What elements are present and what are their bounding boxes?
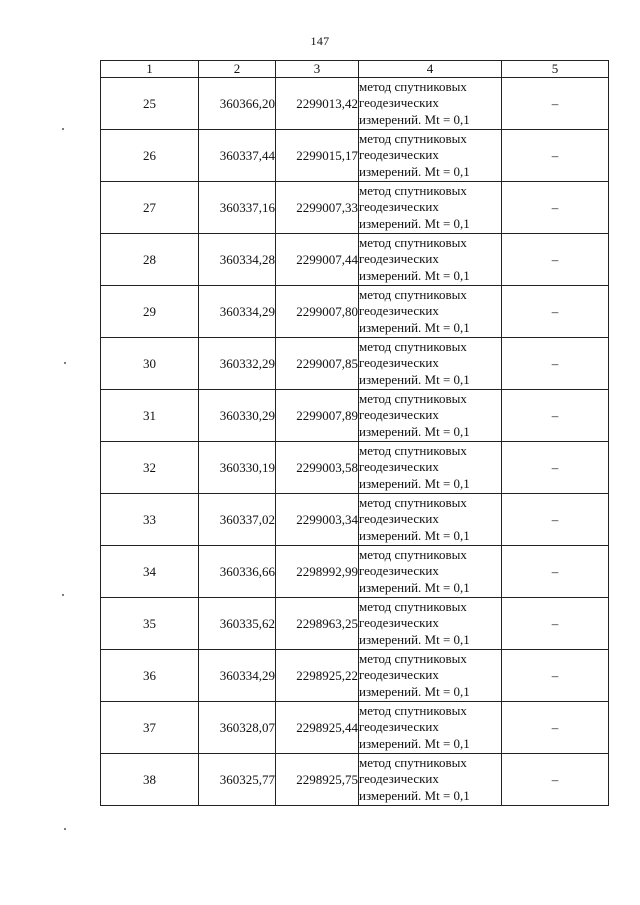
method-line: измерений. Mt = 0,1 <box>359 163 470 179</box>
y-coordinate-cell: 2298925,44 <box>276 702 359 754</box>
method-line: метод спутниковых <box>359 546 467 562</box>
method-cell <box>359 390 502 442</box>
y-coordinate-cell: 2298992,99 <box>276 546 359 598</box>
header-cell-extra: 5 <box>502 61 609 78</box>
point-number-cell: 27 <box>101 182 199 234</box>
scan-speck <box>62 128 64 130</box>
method-line: геодезических <box>359 303 439 319</box>
method-line: метод спутниковых <box>359 702 467 718</box>
table-row <box>101 78 609 130</box>
method-cell <box>359 442 502 494</box>
x-coordinate-cell: 360334,29 <box>199 286 276 338</box>
y-coordinate-cell: 2299007,33 <box>276 182 359 234</box>
method-line: геодезических <box>359 355 439 371</box>
method-line: метод спутниковых <box>359 286 467 302</box>
point-number-cell: 32 <box>101 442 199 494</box>
point-number-cell: 29 <box>101 286 199 338</box>
method-line: геодезических <box>359 771 439 787</box>
method-line: геодезических <box>359 407 439 423</box>
table-row <box>101 338 609 390</box>
point-number-cell: 30 <box>101 338 199 390</box>
extra-cell: – <box>502 390 609 442</box>
point-number-cell: 37 <box>101 702 199 754</box>
method-cell <box>359 78 502 130</box>
extra-cell: – <box>502 598 609 650</box>
y-coordinate-cell: 2299007,44 <box>276 234 359 286</box>
y-coordinate-cell: 2299007,89 <box>276 390 359 442</box>
extra-cell: – <box>502 286 609 338</box>
method-line: метод спутниковых <box>359 494 467 510</box>
y-coordinate-cell: 2298963,25 <box>276 598 359 650</box>
x-coordinate-cell: 360366,20 <box>199 78 276 130</box>
method-line: измерений. Mt = 0,1 <box>359 579 470 595</box>
method-line: измерений. Mt = 0,1 <box>359 215 470 231</box>
table-row <box>101 182 609 234</box>
table-row <box>101 598 609 650</box>
method-line: геодезических <box>359 459 439 475</box>
point-number-cell: 36 <box>101 650 199 702</box>
method-line: метод спутниковых <box>359 390 467 406</box>
point-number-cell: 28 <box>101 234 199 286</box>
method-line: измерений. Mt = 0,1 <box>359 267 470 283</box>
method-line: измерений. Mt = 0,1 <box>359 319 470 335</box>
method-line: измерений. Mt = 0,1 <box>359 111 470 127</box>
method-cell <box>359 494 502 546</box>
method-line: метод спутниковых <box>359 234 467 250</box>
y-coordinate-cell: 2299007,85 <box>276 338 359 390</box>
x-coordinate-cell: 360334,28 <box>199 234 276 286</box>
method-line: измерений. Mt = 0,1 <box>359 631 470 647</box>
point-number-cell: 38 <box>101 754 199 806</box>
extra-cell: – <box>502 702 609 754</box>
method-cell <box>359 182 502 234</box>
y-coordinate-cell: 2298925,22 <box>276 650 359 702</box>
method-line: геодезических <box>359 667 439 683</box>
coordinates-table <box>100 60 609 806</box>
x-coordinate-cell: 360334,29 <box>199 650 276 702</box>
x-coordinate-cell: 360328,07 <box>199 702 276 754</box>
method-line: геодезических <box>359 95 439 111</box>
table-row <box>101 702 609 754</box>
method-line: метод спутниковых <box>359 598 467 614</box>
extra-cell: – <box>502 546 609 598</box>
method-line: геодезических <box>359 719 439 735</box>
x-coordinate-cell: 360337,16 <box>199 182 276 234</box>
extra-cell: – <box>502 494 609 546</box>
method-cell <box>359 754 502 806</box>
table-body <box>101 78 609 806</box>
table-row <box>101 130 609 182</box>
scan-speck <box>62 594 64 596</box>
point-number-cell: 25 <box>101 78 199 130</box>
table-row <box>101 754 609 806</box>
point-number-cell: 34 <box>101 546 199 598</box>
method-line: метод спутниковых <box>359 442 467 458</box>
page-number: 147 <box>310 34 330 48</box>
method-cell <box>359 338 502 390</box>
scan-speck <box>64 828 66 830</box>
x-coordinate-cell: 360336,66 <box>199 546 276 598</box>
x-coordinate-cell: 360335,62 <box>199 598 276 650</box>
method-cell <box>359 702 502 754</box>
header-cell-x: 2 <box>199 61 276 78</box>
x-coordinate-cell: 360337,02 <box>199 494 276 546</box>
table-row <box>101 286 609 338</box>
y-coordinate-cell: 2299003,34 <box>276 494 359 546</box>
method-line: геодезических <box>359 511 439 527</box>
scan-speck <box>64 362 66 364</box>
method-line: метод спутниковых <box>359 130 467 146</box>
method-line: геодезических <box>359 199 439 215</box>
method-line: геодезических <box>359 615 439 631</box>
point-number-cell: 26 <box>101 130 199 182</box>
y-coordinate-cell: 2299013,42 <box>276 78 359 130</box>
point-number-cell: 35 <box>101 598 199 650</box>
method-line: измерений. Mt = 0,1 <box>359 423 470 439</box>
method-line: геодезических <box>359 147 439 163</box>
method-line: измерений. Mt = 0,1 <box>359 475 470 491</box>
point-number-cell: 31 <box>101 390 199 442</box>
extra-cell: – <box>502 442 609 494</box>
table-row <box>101 650 609 702</box>
y-coordinate-cell: 2299007,80 <box>276 286 359 338</box>
header-cell-method: 4 <box>359 61 502 78</box>
extra-cell: – <box>502 130 609 182</box>
method-line: метод спутниковых <box>359 338 467 354</box>
extra-cell: – <box>502 78 609 130</box>
header-cell-point: 1 <box>101 61 199 78</box>
extra-cell: – <box>502 338 609 390</box>
method-line: геодезических <box>359 251 439 267</box>
table-row <box>101 442 609 494</box>
method-line: метод спутниковых <box>359 650 467 666</box>
method-cell <box>359 130 502 182</box>
x-coordinate-cell: 360330,19 <box>199 442 276 494</box>
method-line: метод спутниковых <box>359 182 467 198</box>
extra-cell: – <box>502 754 609 806</box>
method-line: метод спутниковых <box>359 78 467 94</box>
y-coordinate-cell: 2298925,75 <box>276 754 359 806</box>
method-line: геодезических <box>359 563 439 579</box>
method-cell <box>359 650 502 702</box>
method-cell <box>359 286 502 338</box>
y-coordinate-cell: 2299003,58 <box>276 442 359 494</box>
extra-cell: – <box>502 234 609 286</box>
method-line: измерений. Mt = 0,1 <box>359 683 470 699</box>
y-coordinate-cell: 2299015,17 <box>276 130 359 182</box>
method-line: метод спутниковых <box>359 754 467 770</box>
method-cell <box>359 234 502 286</box>
method-cell <box>359 546 502 598</box>
x-coordinate-cell: 360337,44 <box>199 130 276 182</box>
table-row <box>101 494 609 546</box>
x-coordinate-cell: 360332,29 <box>199 338 276 390</box>
table-row <box>101 546 609 598</box>
x-coordinate-cell: 360330,29 <box>199 390 276 442</box>
method-line: измерений. Mt = 0,1 <box>359 735 470 751</box>
x-coordinate-cell: 360325,77 <box>199 754 276 806</box>
method-line: измерений. Mt = 0,1 <box>359 787 470 803</box>
method-line: измерений. Mt = 0,1 <box>359 527 470 543</box>
method-line: измерений. Mt = 0,1 <box>359 371 470 387</box>
point-number-cell: 33 <box>101 494 199 546</box>
table-row <box>101 390 609 442</box>
extra-cell: – <box>502 182 609 234</box>
table-header-row <box>101 61 609 78</box>
extra-cell: – <box>502 650 609 702</box>
method-cell <box>359 598 502 650</box>
header-cell-y: 3 <box>276 61 359 78</box>
table-row <box>101 234 609 286</box>
